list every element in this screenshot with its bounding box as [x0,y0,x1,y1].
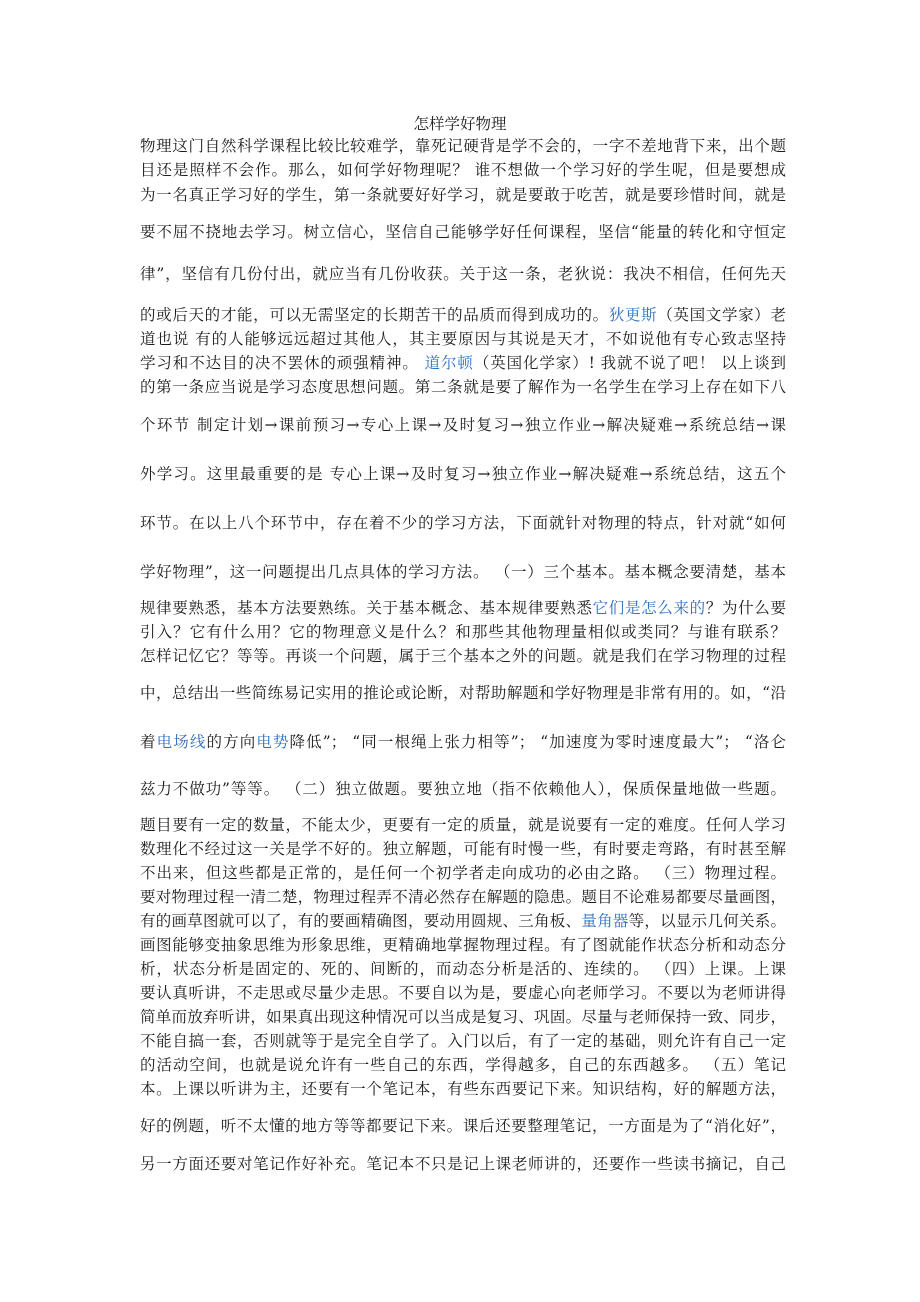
line-text: 析，状态分析是固定的、死的、间断的，而动态分析是活的、连续的。 （四）上课。上课 [140,960,786,978]
line-text: 有的画草图就可以了，有的要画精确图，要动用圆规、三角板、 [140,912,582,930]
text-line [140,910,786,932]
text-line [140,838,786,860]
line-text: 等，以显示几何关系。 [628,912,786,930]
line-text: 为一名真正学习好的学生，第一条就要好好学习，就是要敢于吃苦，就是要珍惜时间，就是 [140,186,786,204]
line-text: 要不屈不挠地去学习。树立信心，坚信自己能够学好任何课程，坚信“能量的转化和守恒定 [140,223,786,241]
text-line [140,184,786,206]
line-text: 题目要有一定的数量，不能太少，更要有一定的质量，就是说要有一定的难度。任何人学习 [140,816,786,834]
line-text: 画图能够变抽象思维为形象思维，更精确地掌握物理过程。有了图就能作状态分析和动态分 [140,936,786,954]
link-protractor[interactable]: 量角器 [581,912,629,930]
line-text: 简单而放弃听讲，如果真出现这种情况可以当成是复习、巩固。尽量与老师保持一致、同步， [140,1008,786,1026]
line-text: 引入？它有什么用？它的物理意义是什么？和那些其他物理量相似或类同？与谁有联系？ [140,623,786,641]
text-line [140,1006,786,1028]
text-line [140,328,786,350]
line-text: 学好物理”，这一问题提出几点具体的学习方法。 （一）三个基本。基本概念要清楚，基本 [140,563,786,581]
text-line [140,263,786,285]
line-text: 的方向 [206,733,257,751]
text-line [140,731,786,753]
line-text: 降低”； “同一根绳上张力相等”； “加速度为零时速度最大”； “洛仑 [289,733,786,751]
text-line [140,886,786,908]
line-text: 着 [140,733,157,751]
text-line [140,512,786,534]
text-line [140,682,786,704]
text-line [140,1054,786,1076]
text-line [140,1030,786,1052]
text-line [140,958,786,980]
text-line [140,778,786,800]
text-line [140,414,786,436]
line-text: 的第一条应当说是学习态度思想问题。第二条就是要了解作为一名学生在学习上存在如下八 [140,378,786,396]
line-text: 不出来，但这些都是正常的，是任何一个初学者走向成功的必由之路。 （三）物理过程。 [140,864,786,882]
line-text: 道也说 有的人能够远远超过其他人，其主要原因与其说是天才，不如说他有专心致志坚持 [140,330,786,348]
line-text: 外学习。这里最重要的是 专心上课→及时复习→独立作业→解决疑难→系统总结，这五个 [140,465,786,483]
line-text: 另一方面还要对笔记作好补充。笔记本不只是记上课老师讲的，还要作一些读书摘记，自己 [140,1155,786,1173]
line-text: 物理这门自然科学课程比较比较难学，靠死记硬背是学不会的，一字不差地背下来，出个题 [140,137,786,155]
line-text: 律”，坚信有几份付出，就应当有几份收获。关于这一条，老狄说：我决不相信，任何先天 [140,265,786,283]
line-text: 环节。在以上八个环节中，存在着不少的学习方法，下面就针对物理的特点，针对就“如何 [140,514,786,532]
line-text: 兹力不做功”等等。 （二）独立做题。要独立地（指不依赖他人），保质保量地做一些题。 [140,780,786,798]
text-line [140,1078,786,1100]
line-text: 学习和不达目的决不罢休的顽强精神。 [140,354,425,372]
link-electric-potential[interactable]: 电势 [256,733,290,751]
line-text: 规律要熟悉，基本方法要熟练。关于基本概念、基本规律要熟悉 [140,599,593,617]
text-line [140,463,786,485]
line-text: （英国化学家）! 我就不说了吧！ 以上谈到 [473,354,786,372]
document-title: 怎样学好物理 [413,115,507,133]
link-electric-field-line[interactable]: 电场线 [156,733,207,751]
line-text: 本。上课以听讲为主，还要有一个笔记本，有些东西要记下来。知识结构，好的解题方法， [140,1080,786,1098]
text-line [140,561,786,583]
text-line [140,159,786,181]
line-text: （英国文学家）老 [657,306,786,324]
line-text: 的活动空间，也就是说允许有一些自己的东西，学得越多，自己的东西越多。 （五）笔记 [140,1056,786,1074]
text-line [140,597,786,619]
text-line [140,982,786,1004]
text-line [140,221,786,243]
line-text: 的或后天的才能，可以无需坚定的长期苦干的品质而得到成功的。 [140,306,609,324]
line-text: 好的例题，听不太懂的地方等等都要记下来。课后还要整理笔记，一方面是为了“消化好”， [140,1117,786,1135]
text-line [140,645,786,667]
link-dalton[interactable]: 道尔顿 [424,354,474,372]
line-text: 目还是照样不会作。那么，如何学好物理呢？ 谁不想做一个学习好的学生呢，但是要想成 [140,161,786,179]
link-how-they-came[interactable]: 它们是怎么来的 [592,599,706,617]
text-line [140,1153,786,1175]
text-line [140,135,786,157]
text-line [140,934,786,956]
line-text: ？为什么要 [705,599,786,617]
line-text: 数理化不经过这一关是学不好的。独立解题，可能有时慢一些，有时要走弯路，有时甚至解 [140,840,786,858]
line-text: 不能自搞一套，否则就等于是完全自学了。入门以后，有了一定的基础，则允许有自己一定 [140,1032,786,1050]
link-dickens[interactable]: 狄更斯 [608,306,658,324]
line-text: 怎样记忆它？等等。再谈一个问题，属于三个基本之外的问题。就是我们在学习物理的过程 [140,647,786,665]
text-line [140,814,786,836]
line-text: 要对物理过程一清二楚，物理过程弄不清必然存在解题的隐患。题目不论难易都要尽量画图， [140,888,786,906]
text-line [140,352,786,374]
line-text: 中，总结出一些简练易记实用的推论或论断，对帮助解题和学好物理是非常有用的。如，“沿 [140,684,786,702]
text-line [140,304,786,326]
line-text: 个环节 制定计划→课前预习→专心上课→及时复习→独立作业→解决疑难→系统总结→课 [140,416,786,434]
text-line [140,621,786,643]
text-line [140,1115,786,1137]
line-text: 要认真听讲，不走思或尽量少走思。不要自以为是，要虚心向老师学习。不要以为老师讲得 [140,984,786,1002]
text-line [140,862,786,884]
text-line [140,376,786,398]
